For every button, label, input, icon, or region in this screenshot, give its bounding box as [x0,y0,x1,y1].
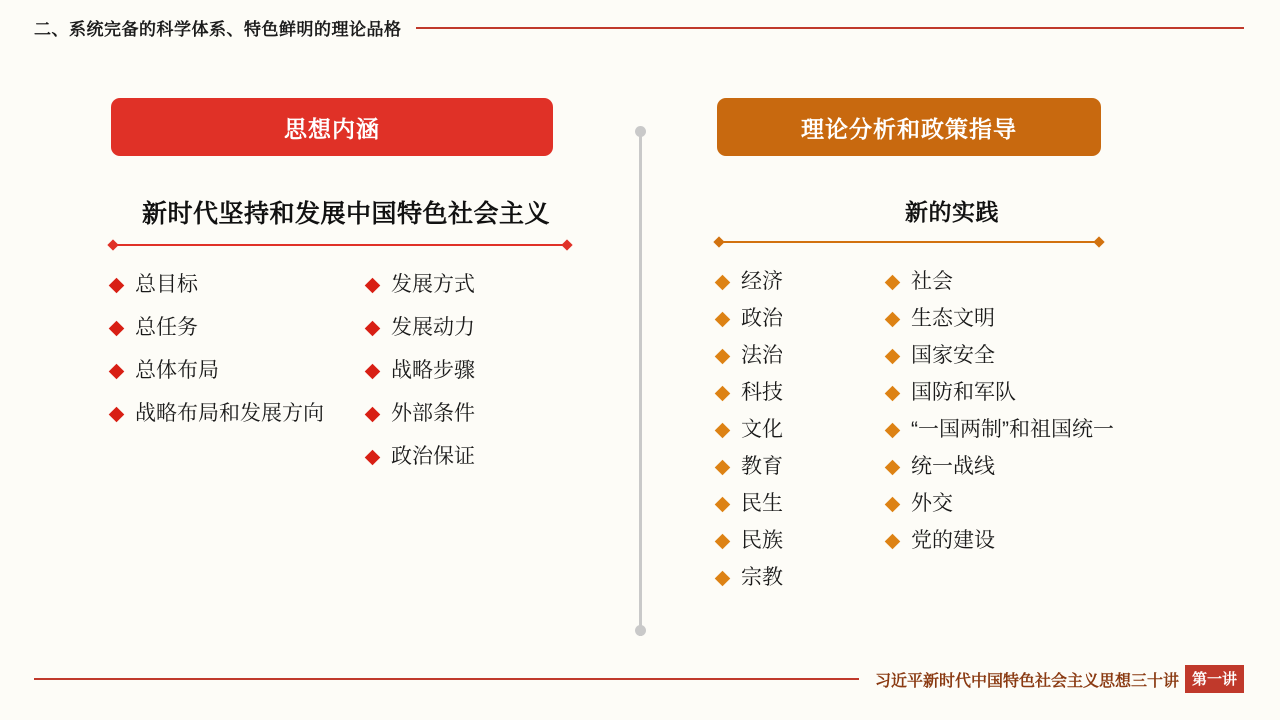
list-item [717,380,887,406]
diamond-bullet-icon [885,349,901,365]
separator-bottom-dot-icon [635,625,646,636]
left-panel-lists [111,272,581,487]
right-panel-banner-label: 理论分析和政策指导 [801,115,1017,142]
footer-divider [34,678,859,680]
diamond-bullet-icon [365,321,381,337]
diamond-icon [561,239,572,250]
list-item-label: 政治 [741,307,783,330]
diamond-bullet-icon [885,497,901,513]
left-panel [111,98,581,487]
diamond-bullet-icon [109,364,125,380]
list-item [887,269,1187,295]
left-panel-column-2 [367,272,567,487]
diamond-bullet-icon [715,460,731,476]
list-item-label: 经济 [741,270,783,293]
list-item-label: 宗教 [741,566,783,589]
diamond-icon [1093,236,1104,247]
list-item-label: 教育 [741,455,783,478]
left-panel-banner [111,98,553,156]
list-item-label: 国家安全 [911,344,995,367]
list-item [111,315,367,341]
list-item-label: 外交 [911,492,953,515]
list-item [717,565,887,591]
list-item [717,454,887,480]
diamond-bullet-icon [365,450,381,466]
slide-footer [34,665,1244,693]
left-panel-banner-label: 思想内涵 [284,115,380,142]
list-item [887,343,1187,369]
diamond-bullet-icon [109,278,125,294]
diamond-bullet-icon [715,275,731,291]
separator-top-dot-icon [635,126,646,137]
list-item-label: 外部条件 [391,402,475,425]
list-item [887,380,1187,406]
list-item [717,306,887,332]
diamond-bullet-icon [885,312,901,328]
list-item-label: 文化 [741,418,783,441]
list-item [717,528,887,554]
list-item [887,454,1187,480]
diamond-bullet-icon [715,349,731,365]
right-panel-lists [717,269,1187,602]
list-item [717,269,887,295]
page-title: 二、系统完备的科学体系、特色鲜明的理论品格 [34,19,402,39]
list-item [887,528,1187,554]
footer-title: 习近平新时代中国特色社会主义思想三十讲 [874,672,1179,690]
list-item-label: 生态文明 [911,307,995,330]
list-item-label: 党的建设 [911,529,995,552]
right-panel-column-2 [887,269,1187,602]
diamond-bullet-icon [365,364,381,380]
diamond-icon [107,239,118,250]
diamond-bullet-icon [885,460,901,476]
list-item [111,401,367,427]
list-item-label: 总任务 [135,316,198,339]
list-item-label: 民族 [741,529,783,552]
list-item-label: 法治 [741,344,783,367]
diamond-bullet-icon [109,321,125,337]
diamond-bullet-icon [715,497,731,513]
left-panel-column-1 [111,272,367,487]
list-item [887,306,1187,332]
list-item [717,491,887,517]
diamond-bullet-icon [715,571,731,587]
list-item [367,444,567,470]
diamond-icon [713,236,724,247]
list-item-label: 国防和军队 [911,381,1016,404]
right-panel-divider [715,241,1103,243]
diamond-bullet-icon [365,407,381,423]
diamond-bullet-icon [715,534,731,550]
list-item-label: 总目标 [135,273,198,296]
list-item [367,358,567,384]
list-item-label: 发展动力 [391,316,475,339]
list-item-label: 政治保证 [391,445,475,468]
diamond-bullet-icon [885,423,901,439]
list-item [367,272,567,298]
list-item [111,272,367,298]
right-panel-column-1 [717,269,887,602]
diamond-bullet-icon [715,312,731,328]
footer-badge: 第一讲 [1185,665,1244,693]
left-panel-subtitle: 新时代坚持和发展中国特色社会主义 [141,200,550,228]
right-panel-banner [717,98,1101,156]
diamond-bullet-icon [885,534,901,550]
panel-separator [639,131,642,636]
diamond-bullet-icon [885,275,901,291]
list-item-label: 战略布局和发展方向 [135,402,324,425]
list-item-label: 发展方式 [391,273,475,296]
list-item [367,315,567,341]
list-item-label: 统一战线 [911,455,995,478]
diamond-bullet-icon [715,386,731,402]
list-item-label: “一国两制”和祖国统一 [911,418,1114,441]
diamond-bullet-icon [109,407,125,423]
right-panel [717,98,1187,602]
list-item-label: 社会 [911,270,953,293]
diamond-bullet-icon [715,423,731,439]
list-item-label: 总体布局 [135,359,219,382]
list-item-label: 科技 [741,381,783,404]
header-divider [416,27,1245,29]
list-item [111,358,367,384]
list-item-label: 战略步骤 [391,359,475,382]
list-item [717,417,887,443]
list-item [717,343,887,369]
list-item [367,401,567,427]
diamond-bullet-icon [365,278,381,294]
diamond-bullet-icon [885,386,901,402]
left-panel-divider [109,244,571,246]
list-item [887,417,1187,443]
list-item [887,491,1187,517]
list-item-label: 民生 [741,492,783,515]
slide-header [34,14,1244,40]
right-panel-subtitle: 新的实践 [905,199,999,225]
